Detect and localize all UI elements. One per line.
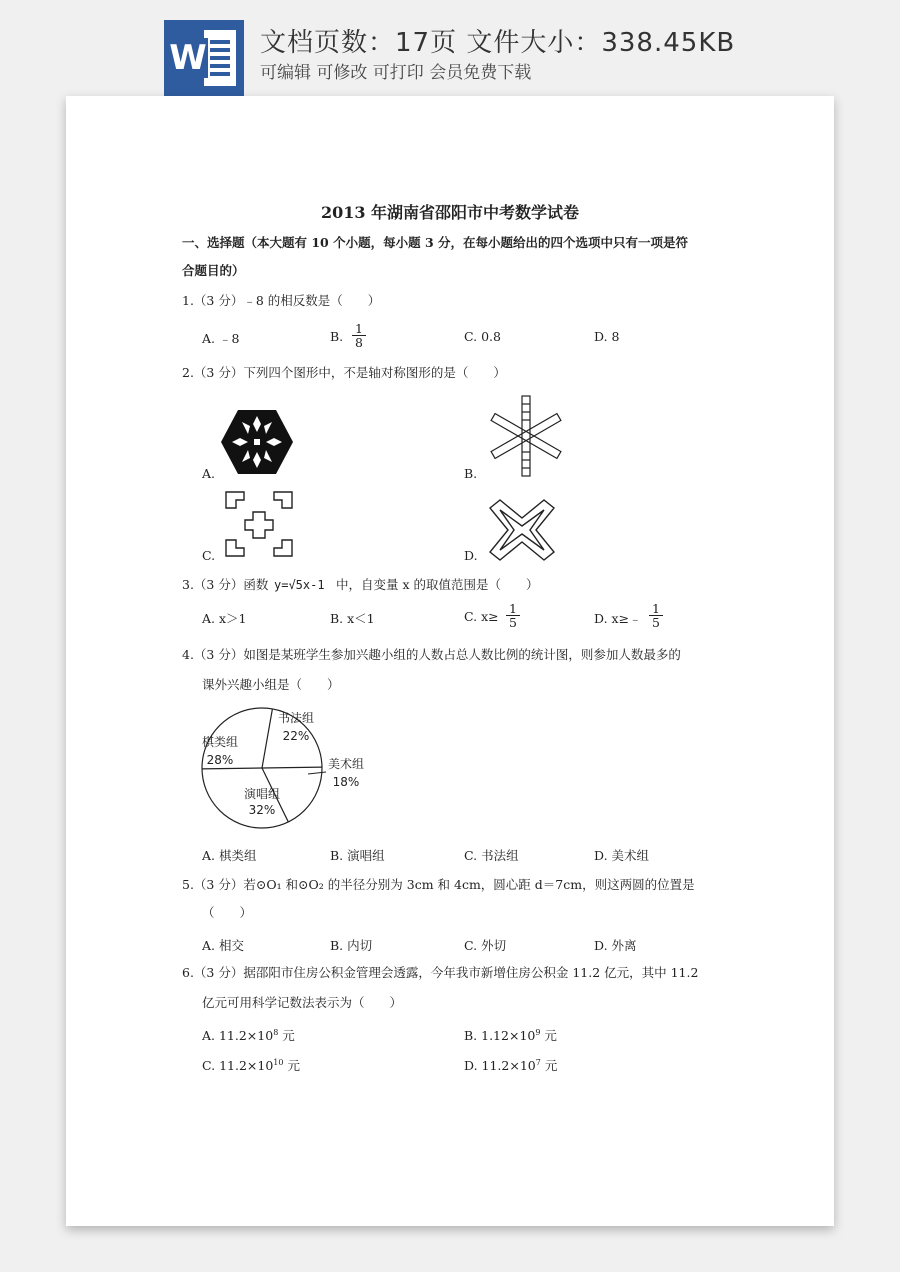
pie-slice-label: 棋类组 <box>201 735 239 749</box>
q4-option-a: A. 棋类组 <box>202 848 257 863</box>
q2-option-b: B. <box>464 466 478 481</box>
pie-slice-percent: 32% <box>248 803 276 817</box>
download-banner <box>0 0 900 100</box>
feature-text: 可编辑 可修改 可打印 会员免费下载 <box>260 63 532 83</box>
q1-option-b-label: B. <box>330 329 344 344</box>
q5-option-d: D. 外离 <box>594 938 637 953</box>
q5-option-c: C. 外切 <box>464 938 507 953</box>
question-6-stem-cont: 亿元可用科学记数法表示为（ ） <box>202 995 403 1010</box>
section-heading: 一、选择题（本大题有 10 个小题，每小题 3 分，在每小题给出的四个选项中只有一项是符 <box>182 235 689 250</box>
pie-slice-percent: 28% <box>206 753 234 767</box>
section-heading-cont: 合题目的） <box>182 263 245 278</box>
q3-option-a: A. x＞1 <box>202 611 247 626</box>
q6-option-a: A. $11.2\times 10^8$ 元 <box>202 1027 295 1043</box>
interest-group-pie-chart <box>196 702 376 832</box>
question-3-stem-post: 中，自变量 x 的取值范围是（ ） <box>336 577 539 592</box>
pie-slice-divider <box>262 767 322 768</box>
q6-option-d: D. $11.2\times 10^7$ 元 <box>464 1057 558 1073</box>
question-4-stem-cont: 课外兴趣小组是（ ） <box>202 677 340 692</box>
q4-option-d: D. 美术组 <box>594 848 650 863</box>
question-3-stem-pre: 3.（3 分）函数 <box>182 577 269 592</box>
q5-option-b: B. 内切 <box>330 938 373 953</box>
q1-option-d: D. 8 <box>594 329 620 344</box>
pie-slice-label: 演唱组 <box>243 787 281 801</box>
q3-formula: y=√5x-1 <box>274 578 325 592</box>
document-title: 2013 年湖南省邵阳市中考数学试卷 <box>320 203 580 222</box>
q4-option-b: B. 演唱组 <box>330 848 385 863</box>
q1-option-b-fraction: $\frac{1}{8}$ <box>352 322 366 349</box>
q4-option-c: C. 书法组 <box>464 848 519 863</box>
figure-b-ladder-star <box>484 394 570 478</box>
q3-option-d-fraction: $\frac{1}{5}$ <box>649 602 663 629</box>
word-logo-letter: W <box>169 38 207 78</box>
document-sheet-icon <box>204 30 236 86</box>
q2-option-a: A. <box>202 466 216 481</box>
q1-option-c: C. 0.8 <box>464 329 501 344</box>
question-2-stem: 2.（3 分）下列四个图形中，不是轴对称图形的是（ ） <box>182 365 506 380</box>
figure-c-arrow-cross <box>222 490 296 558</box>
pie-slice-divider <box>202 768 262 769</box>
q5-option-a: A. 相交 <box>202 938 244 953</box>
question-4-stem: 4.（3 分）如图是某班学生参加兴趣小组的人数占总人数比例的统计图，则参加人数最多的 <box>182 647 681 662</box>
q2-option-c: C. <box>202 548 216 563</box>
q3-option-c-label: C. x≥ <box>464 609 499 624</box>
question-6-stem: 6.（3 分）据邵阳市住房公积金管理会透露，今年我市新增住房公积金 11.2 亿元，其中 11.2 <box>182 965 699 980</box>
q3-option-d-label: D. x≥﹣ <box>594 611 642 626</box>
pie-slice-label: 美术组 <box>327 757 365 771</box>
q2-option-d: D. <box>464 548 478 563</box>
document-page <box>66 96 834 1226</box>
file-info-text: 文档页数：17页 文件大小：338.45KB <box>260 28 736 58</box>
question-5-stem: 5.（3 分）若⊙O₁ 和⊙O₂ 的半径分别为 3cm 和 4cm，圆心距 d＝7cm，则这两圆的位置是 <box>182 877 695 892</box>
word-document-icon <box>164 20 244 96</box>
q3-option-c-fraction: $\frac{1}{5}$ <box>506 602 520 629</box>
question-5-stem-cont: （ ） <box>202 905 253 920</box>
q6-option-c: C. $11.2\times 10^{10}$ 元 <box>202 1057 300 1073</box>
pie-slice-percent: 22% <box>282 729 310 743</box>
question-1-stem: 1.（3 分）﹣8 的相反数是（ ） <box>182 293 381 308</box>
pie-slice-percent: 18% <box>332 775 360 789</box>
q1-option-a: A. ﹣8 <box>202 331 240 346</box>
q3-option-b: B. x＜1 <box>330 611 375 626</box>
q6-option-b: B. $1.12\times 10^9$ 元 <box>464 1027 557 1043</box>
figure-d-x-shape <box>488 498 556 562</box>
figure-a-snowflake <box>220 408 294 476</box>
pie-slice-label: 书法组 <box>277 711 315 725</box>
